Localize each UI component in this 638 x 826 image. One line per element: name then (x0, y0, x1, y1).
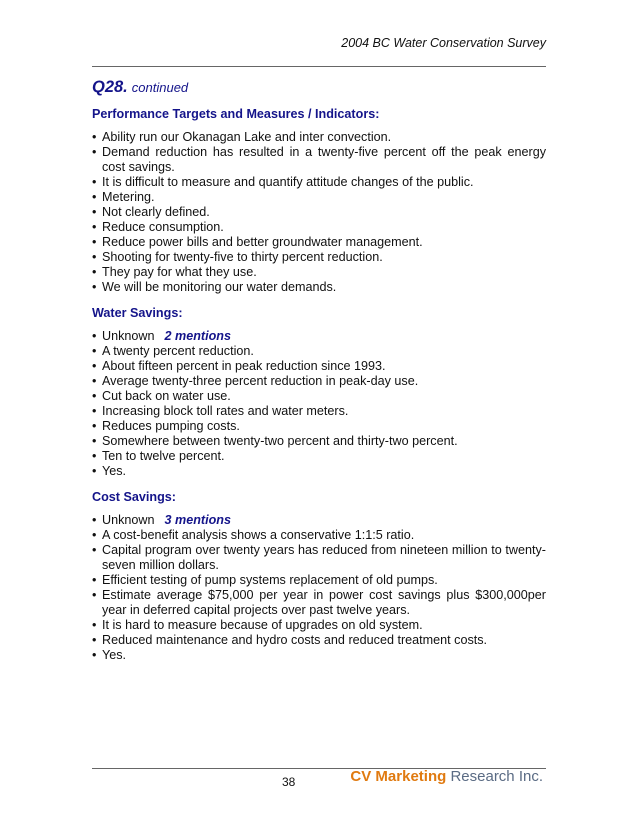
bullet-icon: • (92, 389, 97, 403)
response-item (92, 329, 546, 344)
response-text: Unknown (102, 513, 155, 527)
response-item (92, 220, 546, 235)
bullet-icon: • (92, 250, 97, 264)
response-item (92, 250, 546, 265)
response-text: Yes. (102, 464, 127, 478)
response-item (92, 513, 546, 528)
response-item (92, 648, 546, 663)
bullet-icon: • (92, 359, 97, 373)
mention-count: 2 mentions (164, 329, 231, 343)
response-text: About fifteen percent in peak reduction since 1993. (102, 359, 386, 373)
bullet-icon: • (92, 434, 97, 448)
survey-section (92, 490, 546, 663)
response-text: Reduced maintenance and hydro costs and reduced treatment costs. (102, 633, 488, 647)
company-logo (350, 768, 543, 785)
response-list (92, 329, 546, 479)
response-item (92, 235, 546, 250)
survey-section (92, 306, 546, 479)
response-item (92, 543, 546, 573)
response-text: A twenty percent reduction. (102, 344, 254, 358)
response-item (92, 434, 546, 449)
bullet-icon: • (92, 633, 97, 647)
bullet-icon: • (92, 265, 97, 279)
response-text: Reduce consumption. (102, 220, 224, 234)
response-text: Unknown (102, 329, 155, 343)
section-heading: Performance Targets and Measures / Indicators: (92, 107, 380, 121)
response-item (92, 464, 546, 479)
response-item (92, 280, 546, 295)
bullet-icon: • (92, 404, 97, 418)
response-item (92, 588, 546, 618)
response-list (92, 130, 546, 295)
response-text: Reduce power bills and better groundwater management. (102, 235, 423, 249)
response-text: A cost-benefit analysis shows a conservative 1:1:5 ratio. (102, 528, 415, 542)
bullet-icon: • (92, 374, 97, 388)
document-body (92, 107, 546, 674)
response-item (92, 618, 546, 633)
response-text: Ability run our Okanagan Lake and inter convection. (102, 130, 392, 144)
response-text: Capital program over twenty years has reduced from nineteen million to twenty-seven million dollars. (102, 543, 546, 572)
page-number: 38 (282, 775, 296, 789)
bullet-icon: • (92, 220, 97, 234)
response-text: Shooting for twenty-five to thirty percent reduction. (102, 250, 383, 264)
bullet-icon: • (92, 235, 97, 249)
response-item (92, 633, 546, 648)
response-text: Yes. (102, 648, 127, 662)
bullet-icon: • (92, 205, 97, 219)
response-text: Ten to twelve percent. (102, 449, 225, 463)
section-heading: Cost Savings: (92, 490, 176, 504)
bullet-icon: • (92, 344, 97, 358)
response-item (92, 205, 546, 220)
bullet-icon: • (92, 648, 97, 662)
bullet-icon: • (92, 513, 97, 527)
response-text: Estimate average $75,000 per year in power cost savings plus $300,000per year in deferred capital projects over past twelve years. (102, 588, 546, 617)
response-item (92, 374, 546, 389)
response-item (92, 130, 546, 145)
response-item (92, 145, 546, 175)
response-item (92, 528, 546, 543)
header-divider (92, 66, 546, 67)
response-text: Demand reduction has resulted in a twenty-five percent off the peak energy cost savings. (102, 145, 546, 174)
response-text: They pay for what they use. (102, 265, 257, 279)
bullet-icon: • (92, 464, 97, 478)
response-text: We will be monitoring our water demands. (102, 280, 337, 294)
response-text: Not clearly defined. (102, 205, 210, 219)
bullet-icon: • (92, 419, 97, 433)
bullet-icon: • (92, 329, 97, 343)
bullet-icon: • (92, 175, 97, 189)
response-text: Reduces pumping costs. (102, 419, 240, 433)
logo-text-secondary: Research Inc. (450, 768, 543, 785)
question-continued-label: continued (131, 80, 189, 95)
response-text: Efficient testing of pump systems replacement of old pumps. (102, 573, 438, 587)
response-item (92, 265, 546, 280)
survey-section (92, 107, 546, 295)
logo-text-primary: CV Marketing (350, 768, 447, 785)
response-text: It is hard to measure because of upgrades on old system. (102, 618, 423, 632)
response-text: It is difficult to measure and quantify attitude changes of the public. (102, 175, 474, 189)
question-heading (92, 78, 188, 97)
response-item (92, 449, 546, 464)
response-list (92, 513, 546, 663)
question-number: Q28. (92, 78, 128, 96)
bullet-icon: • (92, 543, 97, 557)
response-item (92, 404, 546, 419)
response-text: Increasing block toll rates and water meters. (102, 404, 349, 418)
response-item (92, 344, 546, 359)
bullet-icon: • (92, 130, 97, 144)
bullet-icon: • (92, 618, 97, 632)
bullet-icon: • (92, 449, 97, 463)
response-text: Somewhere between twenty-two percent and thirty-two percent. (102, 434, 458, 448)
bullet-icon: • (92, 528, 97, 542)
section-heading: Water Savings: (92, 306, 183, 320)
document-header-title: 2004 BC Water Conservation Survey (341, 36, 546, 50)
bullet-icon: • (92, 280, 97, 294)
bullet-icon: • (92, 190, 97, 204)
response-text: Metering. (102, 190, 155, 204)
response-item (92, 359, 546, 374)
response-item (92, 175, 546, 190)
bullet-icon: • (92, 588, 97, 602)
bullet-icon: • (92, 145, 97, 159)
response-item (92, 190, 546, 205)
response-item (92, 419, 546, 434)
bullet-icon: • (92, 573, 97, 587)
response-text: Cut back on water use. (102, 389, 231, 403)
response-item (92, 573, 546, 588)
response-item (92, 389, 546, 404)
response-text: Average twenty-three percent reduction in peak-day use. (102, 374, 419, 388)
mention-count: 3 mentions (164, 513, 231, 527)
